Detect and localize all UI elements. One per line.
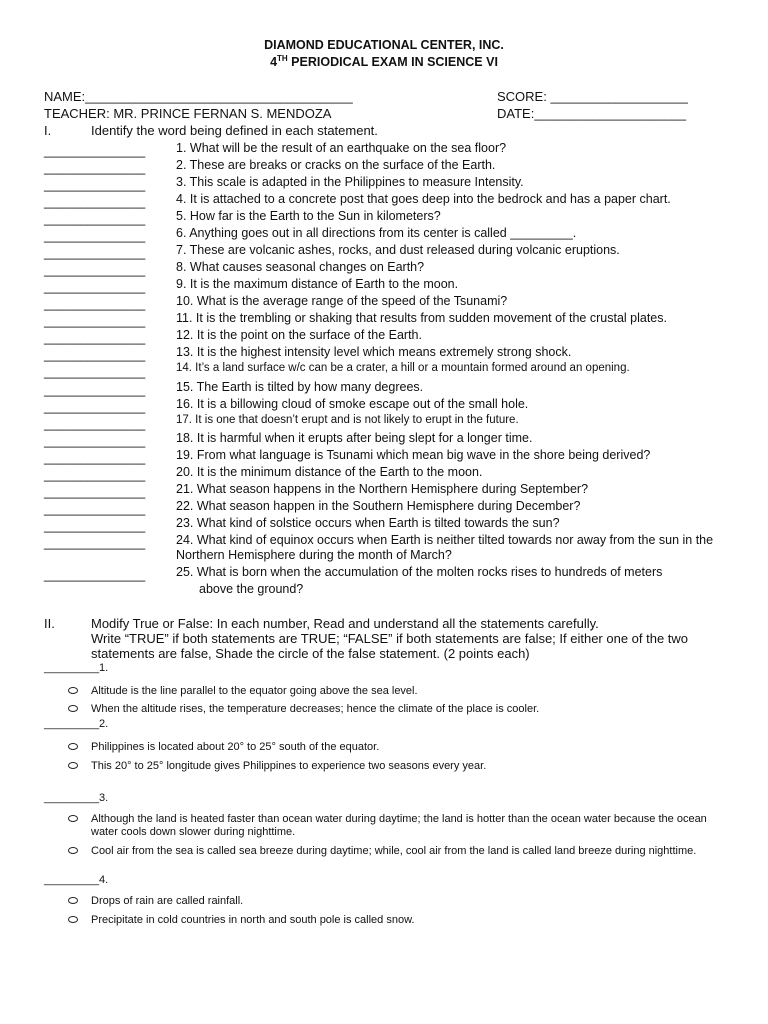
exam-title: 4TH PERIODICAL EXAM IN SCIENCE VI [270, 54, 498, 70]
answer-blank[interactable]: ______________ [44, 450, 146, 465]
question-text: 15. The Earth is tilted by how many degrees. [176, 380, 424, 394]
question-text: 14. It’s a land surface w/c can be a crater, a hill or a mountain formed around an opening. [176, 362, 630, 374]
answer-blank[interactable]: ______________ [44, 143, 146, 158]
answer-blank[interactable]: ______________ [44, 279, 146, 294]
question-text: 2. These are breaks or cracks on the surface of the Earth. [176, 158, 496, 172]
answer-blank[interactable]: ______________ [44, 313, 146, 328]
question-text: 7. These are volcanic ashes, rocks, and dust released during volcanic eruptions. [176, 243, 620, 257]
tf-statement: Precipitate in cold countries in north and south pole is called snow. [91, 914, 415, 926]
tf-statement: Philippines is located about 20° to 25° south of the equator. [91, 741, 380, 753]
question-text: 6. Anything goes out in all directions from its center is called _________. [176, 226, 577, 240]
shade-circle[interactable] [68, 916, 78, 923]
question-text: above the ground? [199, 582, 304, 596]
tf-statement: Altitude is the line parallel to the equator going above the sea level. [91, 685, 418, 697]
part2-number: II. [44, 616, 55, 631]
answer-blank[interactable]: ______________ [44, 194, 146, 209]
answer-blank[interactable]: ______________ [44, 296, 146, 311]
answer-blank[interactable]: ______________ [44, 467, 146, 482]
question-text: 18. It is harmful when it erupts after being slept for a longer time. [176, 431, 533, 445]
question-text: 5. How far is the Earth to the Sun in kilometers? [176, 209, 441, 223]
tf-answer-blank[interactable]: _________1. [44, 662, 109, 674]
question-text: 20. It is the minimum distance of the Earth to the moon. [176, 465, 483, 479]
part2-instruction-line1: Modify True or False: In each number, Read and understand all the statements carefully. [91, 616, 599, 631]
question-text: 19. From what language is Tsunami which mean big wave in the shore being derived? [176, 448, 651, 462]
question-text: 4. It is attached to a concrete post that goes deep into the bedrock and has a paper chart. [176, 192, 671, 206]
tf-answer-blank[interactable]: _________3. [44, 792, 109, 804]
part1-instruction: Identify the word being defined in each statement. [91, 123, 378, 138]
question-text: 9. It is the maximum distance of Earth to the moon. [176, 277, 459, 291]
shade-circle[interactable] [68, 815, 78, 822]
school-name: DIAMOND EDUCATIONAL CENTER, INC. [264, 38, 504, 52]
answer-blank[interactable]: ______________ [44, 567, 146, 582]
answer-blank[interactable]: ______________ [44, 262, 146, 277]
question-text: 1. What will be the result of an earthquake on the sea floor? [176, 141, 507, 155]
question-text: 12. It is the point on the surface of the Earth. [176, 328, 422, 342]
part1-number: I. [44, 123, 52, 138]
tf-answer-blank[interactable]: _________4. [44, 874, 109, 886]
question-text: 8. What causes seasonal changes on Earth? [176, 260, 425, 274]
answer-blank[interactable]: ______________ [44, 518, 146, 533]
answer-blank[interactable]: ______________ [44, 399, 146, 414]
question-text: 16. It is a billowing cloud of smoke escape out of the small hole. [176, 397, 529, 411]
shade-circle[interactable] [68, 743, 78, 750]
question-text: 13. It is the highest intensity level which means extremely strong shock. [176, 345, 572, 359]
question-text: 22. What season happen in the Southern Hemisphere during December? [176, 499, 581, 513]
teacher-label: TEACHER: MR. PRINCE FERNAN S. MENDOZA [44, 106, 332, 121]
tf-answer-blank[interactable]: _________2. [44, 718, 109, 730]
answer-blank[interactable]: ______________ [44, 245, 146, 260]
question-text: 3. This scale is adapted in the Philippines to measure Intensity. [176, 175, 524, 189]
answer-blank[interactable]: ______________ [44, 364, 146, 379]
answer-blank[interactable]: ______________ [44, 382, 146, 397]
shade-circle[interactable] [68, 687, 78, 694]
shade-circle[interactable] [68, 897, 78, 904]
tf-statement: Cool air from the sea is called sea breeze during daytime; while, cool air from the land is called land breeze during nighttime. [91, 845, 697, 857]
answer-blank[interactable]: ______________ [44, 347, 146, 362]
tf-statement: Drops of rain are called rainfall. [91, 895, 244, 907]
date-field[interactable]: DATE:_____________________ [497, 106, 687, 121]
question-text: 10. What is the average range of the speed of the Tsunami? [176, 294, 508, 308]
answer-blank[interactable]: ______________ [44, 211, 146, 226]
answer-blank[interactable]: ______________ [44, 484, 146, 499]
tf-statement: When the altitude rises, the temperature decreases; hence the climate of the place is cooler. [91, 703, 540, 715]
answer-blank[interactable]: ______________ [44, 501, 146, 516]
answer-blank[interactable]: ______________ [44, 177, 146, 192]
question-text: 21. What season happens in the Northern Hemisphere during September? [176, 482, 589, 496]
question-text: 25. What is born when the accumulation of the molten rocks rises to hundreds of meters [176, 565, 663, 579]
shade-circle[interactable] [68, 762, 78, 769]
question-text: 11. It is the trembling or shaking that results from sudden movement of the crustal plates. [176, 311, 667, 325]
answer-blank[interactable]: ______________ [44, 535, 146, 550]
question-text: 23. What kind of solstice occurs when Earth is tilted towards the sun? [176, 516, 560, 530]
answer-blank[interactable]: ______________ [44, 330, 146, 345]
part2-instruction-line2: Write “TRUE” if both statements are TRUE; “FALSE” if both statements are false; If either one of the two statements are false, Shade the circle of the false statement. (2 points each) [91, 631, 689, 661]
score-field[interactable]: SCORE: ___________________ [497, 89, 688, 104]
answer-blank[interactable]: ______________ [44, 160, 146, 175]
answer-blank[interactable]: ______________ [44, 433, 146, 448]
shade-circle[interactable] [68, 847, 78, 854]
tf-statement: Although the land is heated faster than ocean water during daytime; the land is hotter than the ocean water because the ocean water cools down slower during nighttime. [91, 813, 707, 838]
answer-blank[interactable]: ______________ [44, 228, 146, 243]
question-text: 24. What kind of equinox occurs when Earth is neither tilted towards nor away from the sun in the Northern Hemisphere during the month of March? [176, 533, 714, 562]
shade-circle[interactable] [68, 705, 78, 712]
name-field[interactable]: NAME:_____________________________________ [44, 89, 353, 104]
question-text: 17. It is one that doesn’t erupt and is not likely to erupt in the future. [176, 414, 519, 426]
tf-statement: This 20° to 25° longitude gives Philippines to experience two seasons every year. [91, 760, 487, 772]
answer-blank[interactable]: ______________ [44, 416, 146, 431]
